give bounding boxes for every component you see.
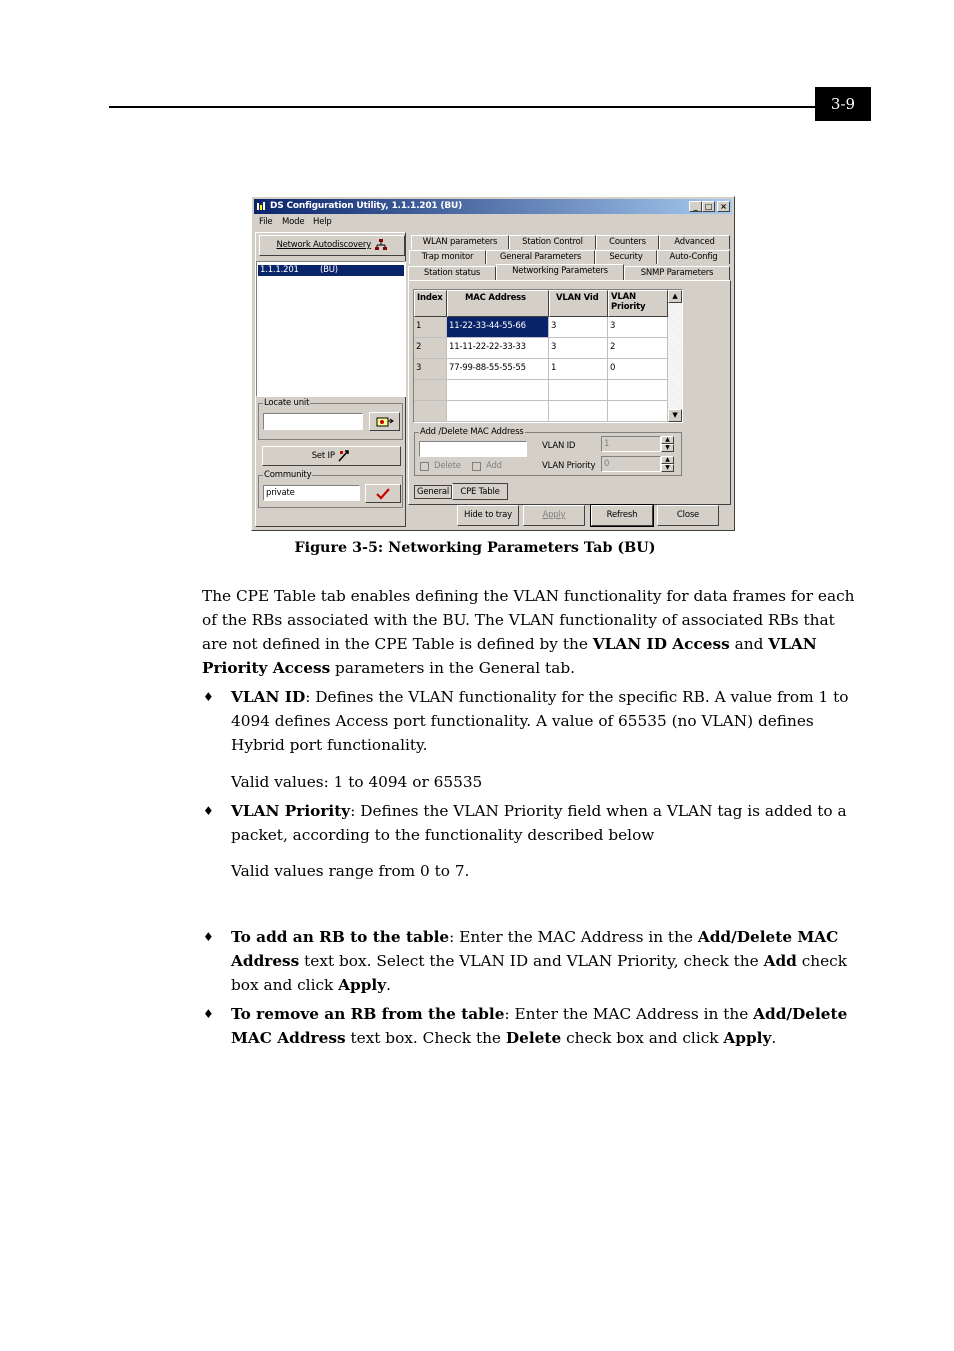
row2-mac[interactable]: 11-11-22-22-33-33 (447, 338, 549, 359)
title-bar (254, 199, 732, 214)
add-rb-b4: Apply (338, 976, 387, 994)
row1-priority[interactable]: 3 (608, 317, 668, 338)
intro-text-3: parameters in the General tab. (330, 659, 575, 677)
locate-icon (376, 415, 394, 428)
row1-mac[interactable]: 11-22-33-44-55-66 (447, 317, 549, 338)
row5-priority[interactable] (608, 401, 668, 422)
row3-vid[interactable]: 1 (549, 359, 608, 380)
intro-text-2: and (729, 635, 769, 653)
vlan-id-valid: Valid values: 1 to 4094 or 65535 (231, 773, 483, 791)
app-icon (256, 201, 266, 211)
unit-ip: 1.1.1.201 (260, 265, 299, 275)
tab-snmp-parameters[interactable]: SNMP Parameters (624, 266, 730, 280)
vlan-id-label: VLAN ID (542, 441, 576, 451)
remove-rb-t3: check box and click (561, 1029, 724, 1047)
header-vlan-priority (608, 290, 668, 317)
tab-auto-config[interactable]: Auto-Config (657, 250, 730, 264)
cpe-table[interactable] (413, 289, 683, 423)
row2-vid[interactable]: 3 (549, 338, 608, 359)
unit-list-item[interactable] (258, 265, 404, 276)
locate-unit-label: Locate unit (264, 398, 310, 408)
menu-file[interactable]: File (259, 217, 273, 227)
vlan-id-desc: : Defines the VLAN functionality for the specific RB. A value from 1 to 4094 defines Access port functionality. A value of 65535 (no VLAN) defines Hybrid port functionality. (231, 688, 849, 754)
intro-paragraph (202, 584, 862, 680)
header-mac-address: MAC Address (447, 290, 549, 317)
vlan-priority-down-arrow-icon[interactable]: ▼ (661, 464, 674, 472)
autodiscovery-label: Network Autodiscovery (276, 240, 372, 250)
set-ip-label: Set IP (311, 451, 335, 461)
community-group (258, 470, 403, 508)
remove-rb-b1: To remove an RB from the table (231, 1005, 505, 1023)
row1-vid[interactable]: 3 (549, 317, 608, 338)
tab-security[interactable]: Security (595, 250, 657, 264)
bullet-add-rb (231, 925, 861, 997)
add-rb-b1: To add an RB to the table (231, 928, 450, 946)
header-priority-line: Priority (611, 302, 646, 312)
tab-counters[interactable]: Counters (596, 235, 659, 249)
remove-rb-b4: Apply (723, 1029, 772, 1047)
scroll-up-arrow-icon[interactable]: ▲ (668, 290, 682, 303)
add-rb-t3: check box and click (231, 952, 848, 994)
community-label: Community (264, 470, 312, 480)
mac-address-input[interactable] (419, 441, 527, 457)
scroll-down-arrow-icon[interactable]: ▼ (668, 409, 682, 422)
remove-rb-t2: text box. Check the (345, 1029, 506, 1047)
intro-bold-vlan-id-access: VLAN ID Access (592, 635, 730, 653)
bullet-diamond-icon: ♦ (203, 690, 214, 704)
close-button[interactable]: Close (657, 505, 719, 526)
subtab-cpe-table[interactable]: CPE Table (452, 483, 508, 500)
row5-index (414, 401, 447, 422)
add-rb-b3: Add (763, 952, 797, 970)
subtab-general[interactable]: General (414, 485, 452, 499)
delete-label: Delete (434, 461, 461, 471)
menu-mode[interactable]: Mode (282, 217, 305, 227)
add-checkbox[interactable] (472, 462, 481, 471)
row2-priority[interactable]: 2 (608, 338, 668, 359)
apply-button[interactable]: Apply (523, 505, 585, 526)
table-scrollbar[interactable] (668, 290, 682, 422)
row4-vid[interactable] (549, 380, 608, 401)
bullet-vlan-id (231, 685, 861, 757)
network-autodiscovery-button[interactable] (259, 235, 405, 256)
tab-general-parameters[interactable]: General Parameters (486, 250, 595, 264)
minimize-button[interactable]: _ (689, 201, 702, 212)
remove-rb-t4: . (771, 1029, 777, 1047)
vlan-priority-valid: Valid values range from 0 to 7. (231, 862, 470, 880)
header-vlan-vid: VLAN Vid (549, 290, 608, 317)
set-ip-button[interactable] (262, 446, 401, 466)
intro-bold-vlan-priority-access: VLAN Priority Access (202, 635, 817, 677)
tab-advanced[interactable]: Advanced (659, 235, 730, 249)
row3-mac[interactable]: 77-99-88-55-55-55 (447, 359, 549, 380)
row5-vid[interactable] (549, 401, 608, 422)
header-rule (109, 106, 815, 108)
vlan-id-term: VLAN ID (231, 688, 306, 706)
locate-unit-group (258, 398, 403, 440)
vlan-priority-label: VLAN Priority (542, 461, 596, 471)
row2-index: 2 (414, 338, 447, 359)
community-input[interactable]: private (263, 485, 360, 501)
row1-index: 1 (414, 317, 447, 338)
tab-networking-parameters[interactable]: Networking Parameters (496, 264, 624, 280)
bullet-vlan-priority (231, 799, 861, 847)
add-label: Add (486, 461, 502, 471)
close-window-button[interactable]: × (717, 201, 730, 212)
row4-priority[interactable] (608, 380, 668, 401)
hide-to-tray-button[interactable]: Hide to tray (457, 505, 519, 526)
remove-rb-b2: Add/Delete MAC Address (231, 1005, 848, 1047)
add-rb-t4: . (386, 976, 392, 994)
network-tree-icon (374, 239, 388, 251)
vlan-id-up-arrow-icon[interactable]: ▲ (661, 436, 674, 444)
remove-rb-b3: Delete (505, 1029, 562, 1047)
row4-mac[interactable] (447, 380, 549, 401)
bullet-remove-rb (231, 1002, 861, 1050)
remove-rb-t1: : Enter the MAC Address in the (504, 1005, 754, 1023)
add-rb-t1: : Enter the MAC Address in the (449, 928, 698, 946)
header-index: Index (414, 290, 447, 317)
locate-button[interactable] (369, 412, 400, 431)
maximize-button[interactable]: □ (702, 201, 715, 212)
figure-caption: Figure 3-5: Networking Parameters Tab (BU) (294, 540, 656, 556)
delete-checkbox[interactable] (420, 462, 429, 471)
header-vlan-line: VLAN (611, 292, 636, 302)
set-ip-icon (337, 449, 351, 462)
row4-index (414, 380, 447, 401)
add-rb-t2: text box. Select the VLAN ID and VLAN Priority, check the (299, 952, 764, 970)
community-apply-button[interactable] (365, 484, 401, 503)
add-rb-b2: Add/Delete MAC Address (231, 928, 839, 970)
unit-list[interactable] (256, 261, 406, 397)
page-number: 3-9 (815, 87, 871, 121)
config-utility-window (251, 196, 735, 531)
bullet-diamond-icon: ♦ (203, 1007, 214, 1021)
window-title: DS Configuration Utility, 1.1.1.201 (BU) (270, 201, 462, 211)
row5-mac[interactable] (447, 401, 549, 422)
vlan-priority-desc: : Defines the VLAN Priority field when a VLAN tag is added to a packet, according to the functionality described below (231, 802, 847, 844)
vlan-priority-input[interactable]: 0 (601, 456, 661, 472)
vlan-priority-term: VLAN Priority (231, 802, 351, 820)
bullet-diamond-icon: ♦ (203, 930, 214, 944)
bullet-diamond-icon: ♦ (203, 804, 214, 818)
vlan-priority-up-arrow-icon[interactable]: ▲ (661, 456, 674, 464)
unit-type: (BU) (320, 265, 338, 275)
menu-help[interactable]: Help (313, 217, 332, 227)
vlan-id-input[interactable]: 1 (601, 436, 661, 452)
checkmark-icon (376, 488, 390, 500)
add-delete-label: Add /Delete MAC Address (420, 427, 524, 437)
refresh-button[interactable]: Refresh (591, 505, 653, 526)
locate-unit-input[interactable] (263, 413, 363, 430)
add-delete-mac-group (414, 427, 682, 476)
row3-priority[interactable]: 0 (608, 359, 668, 380)
tab-trap-monitor[interactable]: Trap monitor (409, 250, 486, 264)
tab-station-control[interactable]: Station Control (509, 235, 596, 249)
intro-text-1: The CPE Table tab enables defining the VLAN functionality for data frames for each of the RBs associated with the BU. The VLAN functionality of associated RBs that are not defined in the CPE Table is defined by the (202, 587, 855, 653)
tab-station-status[interactable]: Station status (408, 266, 496, 280)
tab-wlan-parameters[interactable]: WLAN parameters (411, 235, 509, 249)
row3-index: 3 (414, 359, 447, 380)
vlan-id-down-arrow-icon[interactable]: ▼ (661, 444, 674, 452)
